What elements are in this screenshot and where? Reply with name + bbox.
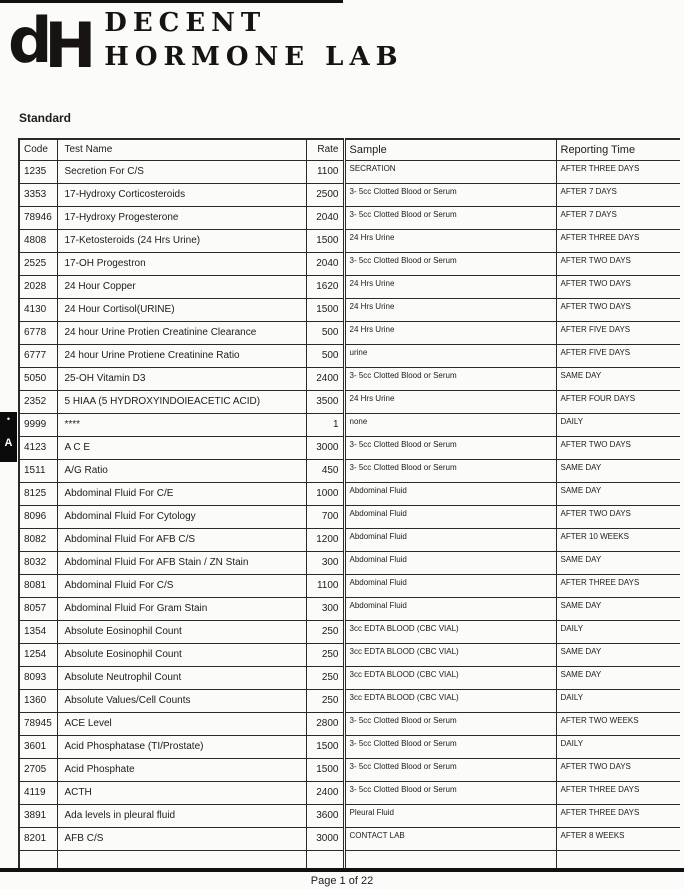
test-name-cell: 24 hour Urine Protiene Creatinine Ratio (57, 344, 306, 367)
code-cell: 3353 (19, 183, 57, 206)
table-row (19, 620, 680, 643)
index-tab-bullet-icon: • (6, 414, 11, 424)
monogram-h: H (44, 9, 89, 82)
code-cell: 8081 (19, 574, 57, 597)
code-cell: 8057 (19, 597, 57, 620)
column-header-reporting-time: Reporting Time (556, 139, 680, 160)
wordmark-line-2: HORMONE LAB (104, 42, 404, 72)
code-cell: 5050 (19, 367, 57, 390)
reporting-time-cell: AFTER TWO DAYS (556, 505, 680, 528)
reporting-time-cell: AFTER THREE DAYS (556, 574, 680, 597)
table-row (19, 459, 680, 482)
test-name-cell: Absolute Eosinophil Count (57, 643, 306, 666)
reporting-time-cell: AFTER TWO WEEKS (556, 712, 680, 735)
sample-cell: 3- 5cc Clotted Blood or Serum (344, 367, 556, 390)
code-cell: 8201 (19, 827, 57, 850)
code-cell: 1235 (19, 160, 57, 183)
sample-cell: 3- 5cc Clotted Blood or Serum (344, 735, 556, 758)
rate-cell: 3000 (306, 436, 344, 459)
sample-cell: 3- 5cc Clotted Blood or Serum (344, 781, 556, 804)
test-name-cell: Abdominal Fluid For C/E (57, 482, 306, 505)
table-row (19, 781, 680, 804)
rate-cell: 250 (306, 666, 344, 689)
reporting-time-cell: AFTER TWO DAYS (556, 298, 680, 321)
sample-cell: none (344, 413, 556, 436)
code-cell: 6777 (19, 344, 57, 367)
table-row (19, 206, 680, 229)
code-cell: 2525 (19, 252, 57, 275)
reporting-time-cell: SAME DAY (556, 643, 680, 666)
table-row (19, 252, 680, 275)
alphabet-index-tab (0, 412, 17, 462)
reporting-time-cell: AFTER THREE DAYS (556, 160, 680, 183)
test-name-cell: Absolute Values/Cell Counts (57, 689, 306, 712)
reporting-time-cell: AFTER TWO DAYS (556, 758, 680, 781)
top-edge-rule (0, 0, 343, 3)
test-name-cell (57, 850, 306, 868)
test-name-cell: **** (57, 413, 306, 436)
sample-cell: 3cc EDTA BLOOD (CBC VIAL) (344, 643, 556, 666)
rate-cell: 1100 (306, 574, 344, 597)
table-row (19, 183, 680, 206)
reporting-time-cell: DAILY (556, 413, 680, 436)
rate-cell: 1500 (306, 735, 344, 758)
test-name-cell: Absolute Eosinophil Count (57, 620, 306, 643)
code-cell: 78946 (19, 206, 57, 229)
sample-cell: 24 Hrs Urine (344, 298, 556, 321)
code-cell: 8032 (19, 551, 57, 574)
code-cell: 1360 (19, 689, 57, 712)
table-row (19, 229, 680, 252)
test-name-cell: ACTH (57, 781, 306, 804)
monogram-d: d (8, 4, 45, 77)
rate-cell: 450 (306, 459, 344, 482)
sample-cell: 3- 5cc Clotted Blood or Serum (344, 758, 556, 781)
reporting-time-cell (556, 850, 680, 868)
code-cell: 6778 (19, 321, 57, 344)
rate-cell: 1200 (306, 528, 344, 551)
table-row (19, 574, 680, 597)
page-indicator: Page 1 of 22 (310, 875, 374, 887)
table-row (19, 390, 680, 413)
test-name-cell: 24 hour Urine Protien Creatinine Clearance (57, 321, 306, 344)
sample-cell: 3- 5cc Clotted Blood or Serum (344, 183, 556, 206)
reporting-time-cell: SAME DAY (556, 482, 680, 505)
reporting-time-cell: SAME DAY (556, 666, 680, 689)
sample-cell: 24 Hrs Urine (344, 321, 556, 344)
reporting-time-cell: DAILY (556, 620, 680, 643)
test-name-cell: Abdominal Fluid For AFB C/S (57, 528, 306, 551)
test-name-cell: Abdominal Fluid For Cytology (57, 505, 306, 528)
sample-cell: 24 Hrs Urine (344, 275, 556, 298)
code-cell: 1354 (19, 620, 57, 643)
table-row (19, 528, 680, 551)
code-cell: 4119 (19, 781, 57, 804)
page-bottom-rule (0, 868, 684, 872)
reporting-time-cell: SAME DAY (556, 597, 680, 620)
column-header-sample: Sample (344, 139, 556, 160)
table-row (19, 551, 680, 574)
table-row (19, 712, 680, 735)
code-cell: 8093 (19, 666, 57, 689)
test-name-cell: 24 Hour Copper (57, 275, 306, 298)
code-cell: 9999 (19, 413, 57, 436)
rate-cell: 1000 (306, 482, 344, 505)
code-cell (19, 850, 57, 868)
test-name-cell: Acid Phosphate (57, 758, 306, 781)
rate-cell: 1 (306, 413, 344, 436)
sample-cell: urine (344, 344, 556, 367)
code-cell: 8082 (19, 528, 57, 551)
code-cell: 3891 (19, 804, 57, 827)
table-row (19, 344, 680, 367)
table-row (19, 758, 680, 781)
reporting-time-cell: AFTER THREE DAYS (556, 229, 680, 252)
table-row (19, 298, 680, 321)
rate-cell: 2400 (306, 367, 344, 390)
reporting-time-cell: AFTER 8 WEEKS (556, 827, 680, 850)
code-cell: 4130 (19, 298, 57, 321)
column-header-test-name: Test Name (57, 139, 306, 160)
reporting-time-cell: DAILY (556, 735, 680, 758)
code-cell: 8096 (19, 505, 57, 528)
sample-cell: 3- 5cc Clotted Blood or Serum (344, 436, 556, 459)
sample-cell: Abdominal Fluid (344, 597, 556, 620)
code-cell: 78945 (19, 712, 57, 735)
test-name-cell: 17-Ketosteroids (24 Hrs Urine) (57, 229, 306, 252)
test-name-cell: A C E (57, 436, 306, 459)
test-name-cell: 5 HIAA (5 HYDROXYINDOIEACETIC ACID) (57, 390, 306, 413)
index-tab-letter: A (4, 437, 13, 449)
sample-cell: Abdominal Fluid (344, 505, 556, 528)
sample-cell: 3cc EDTA BLOOD (CBC VIAL) (344, 666, 556, 689)
lab-wordmark (104, 6, 403, 74)
wordmark-line-1: DECENT (104, 8, 267, 38)
column-header-code: Code (19, 139, 57, 160)
sample-cell: 3- 5cc Clotted Blood or Serum (344, 712, 556, 735)
rate-cell: 500 (306, 344, 344, 367)
code-cell: 1511 (19, 459, 57, 482)
reporting-time-cell: SAME DAY (556, 367, 680, 390)
sample-cell: 3- 5cc Clotted Blood or Serum (344, 252, 556, 275)
rate-cell: 2040 (306, 206, 344, 229)
reporting-time-cell: AFTER TWO DAYS (556, 252, 680, 275)
test-name-cell: 24 Hour Cortisol(URINE) (57, 298, 306, 321)
sample-cell: Abdominal Fluid (344, 574, 556, 597)
dh-monogram-icon (8, 4, 89, 82)
sample-cell: 3- 5cc Clotted Blood or Serum (344, 206, 556, 229)
rate-cell: 1100 (306, 160, 344, 183)
rate-cell: 2500 (306, 183, 344, 206)
test-name-cell: A/G Ratio (57, 459, 306, 482)
sample-cell: Pleural Fluid (344, 804, 556, 827)
rate-cell: 2400 (306, 781, 344, 804)
table-row (19, 666, 680, 689)
rate-cell: 1500 (306, 229, 344, 252)
reporting-time-cell: AFTER 10 WEEKS (556, 528, 680, 551)
rate-cell: 1620 (306, 275, 344, 298)
table-row (19, 827, 680, 850)
test-name-cell: 17-Hydroxy Corticosteroids (57, 183, 306, 206)
rate-cell: 500 (306, 321, 344, 344)
reporting-time-cell: AFTER 7 DAYS (556, 183, 680, 206)
reporting-time-cell: SAME DAY (556, 551, 680, 574)
test-name-cell: Ada levels in pleural fluid (57, 804, 306, 827)
test-name-cell: 17-Hydroxy Progesterone (57, 206, 306, 229)
rate-cell (306, 850, 344, 868)
reporting-time-cell: AFTER TWO DAYS (556, 436, 680, 459)
reporting-time-cell: AFTER FOUR DAYS (556, 390, 680, 413)
lab-logo (8, 4, 404, 82)
sample-cell: 24 Hrs Urine (344, 390, 556, 413)
rate-cell: 300 (306, 597, 344, 620)
rate-cell: 700 (306, 505, 344, 528)
code-cell: 3601 (19, 735, 57, 758)
code-cell: 2028 (19, 275, 57, 298)
test-name-cell: Abdominal Fluid For Gram Stain (57, 597, 306, 620)
test-name-cell: 25-OH Vitamin D3 (57, 367, 306, 390)
sample-cell: SECRATION (344, 160, 556, 183)
code-cell: 4123 (19, 436, 57, 459)
table-row (19, 482, 680, 505)
rate-cell: 250 (306, 689, 344, 712)
test-name-cell: Secretion For C/S (57, 160, 306, 183)
table-row (19, 804, 680, 827)
rate-cell: 3600 (306, 804, 344, 827)
table-row (19, 413, 680, 436)
price-list-table-container (18, 138, 680, 868)
reporting-time-cell: AFTER TWO DAYS (556, 275, 680, 298)
table-row (19, 321, 680, 344)
table-header-row (19, 139, 680, 160)
table-row (19, 436, 680, 459)
code-cell: 8125 (19, 482, 57, 505)
reporting-time-cell: AFTER THREE DAYS (556, 781, 680, 804)
test-name-cell: Absolute Neutrophil Count (57, 666, 306, 689)
code-cell: 2705 (19, 758, 57, 781)
sample-cell: 24 Hrs Urine (344, 229, 556, 252)
reporting-time-cell: AFTER 7 DAYS (556, 206, 680, 229)
sample-cell: Abdominal Fluid (344, 551, 556, 574)
code-cell: 4808 (19, 229, 57, 252)
sample-cell: Abdominal Fluid (344, 528, 556, 551)
test-name-cell: ACE Level (57, 712, 306, 735)
test-name-cell: 17-OH Progestron (57, 252, 306, 275)
rate-cell: 250 (306, 643, 344, 666)
rate-cell: 3000 (306, 827, 344, 850)
table-row (19, 505, 680, 528)
code-cell: 1254 (19, 643, 57, 666)
table-row (19, 643, 680, 666)
reporting-time-cell: AFTER FIVE DAYS (556, 321, 680, 344)
column-header-rate: Rate (306, 139, 344, 160)
sample-cell: 3- 5cc Clotted Blood or Serum (344, 459, 556, 482)
reporting-time-cell: AFTER FIVE DAYS (556, 344, 680, 367)
table-row (19, 367, 680, 390)
sample-cell: Abdominal Fluid (344, 482, 556, 505)
reporting-time-cell: SAME DAY (556, 459, 680, 482)
sample-cell: CONTACT LAB (344, 827, 556, 850)
rate-cell: 2040 (306, 252, 344, 275)
table-row (19, 735, 680, 758)
test-name-cell: Acid Phosphatase (TI/Prostate) (57, 735, 306, 758)
sample-cell: 3cc EDTA BLOOD (CBC VIAL) (344, 620, 556, 643)
rate-cell: 250 (306, 620, 344, 643)
sample-cell (344, 850, 556, 868)
reporting-time-cell: AFTER THREE DAYS (556, 804, 680, 827)
code-cell: 2352 (19, 390, 57, 413)
rate-cell: 3500 (306, 390, 344, 413)
table-row (19, 597, 680, 620)
rate-cell: 1500 (306, 298, 344, 321)
price-list-table (18, 138, 680, 868)
test-name-cell: Abdominal Fluid For AFB Stain / ZN Stain (57, 551, 306, 574)
table-body (19, 160, 680, 868)
rate-cell: 1500 (306, 758, 344, 781)
test-name-cell: Abdominal Fluid For C/S (57, 574, 306, 597)
table-row (19, 850, 680, 868)
sample-cell: 3cc EDTA BLOOD (CBC VIAL) (344, 689, 556, 712)
table-row (19, 689, 680, 712)
rate-cell: 2800 (306, 712, 344, 735)
reporting-time-cell: DAILY (556, 689, 680, 712)
table-row (19, 275, 680, 298)
section-label: Standard (19, 111, 72, 125)
table-row (19, 160, 680, 183)
test-name-cell: AFB C/S (57, 827, 306, 850)
rate-cell: 300 (306, 551, 344, 574)
